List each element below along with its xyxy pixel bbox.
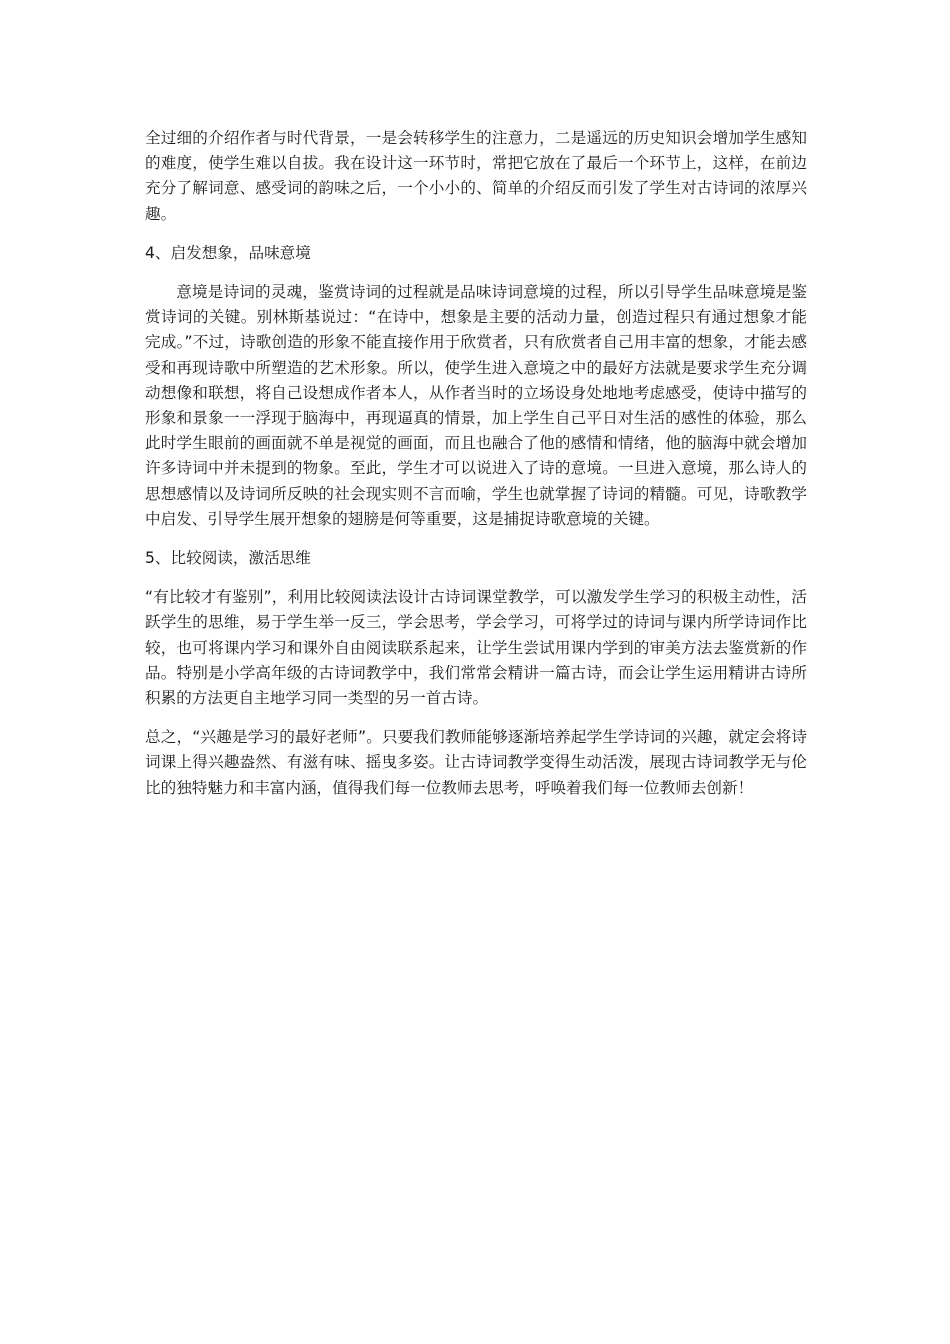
document-body	[145, 126, 807, 801]
paragraph-conclusion: 总之，“兴趣是学习的最好老师”。只要我们教师能够逐渐培养起学生学诗词的兴趣，就定会将诗词课上得兴趣盎然、有滋有味、摇曳多姿。让古诗词教学变得生动活泼，展现古诗词教学无与伦比的独特魅力和丰富内涵，值得我们每一位教师去思考，呼唤着我们每一位教师去创新！	[145, 728, 807, 797]
paragraph-imagination: 意境是诗词的灵魂，鉴赏诗词的过程就是品味诗词意境的过程，所以引导学生品味意境是鉴赏诗词的关键。别林斯基说过：“在诗中，想象是主要的活动力量，创造过程只有通过想象才能完成。”不过，诗歌创造的形象不能直接作用于欣赏者，只有欣赏者自己用丰富的想象，才能去感受和再现诗歌中所塑造的艺术形象。所以，使学生进入意境之中的最好方法就是要求学生充分调动想像和联想，将自己设想成作者本人，从作者当时的立场设身处地地考虑感受，使诗中描写的形象和景象一一浮现于脑海中，再现逼真的情景，加上学生自己平日对生活的感性的体验，那么此时学生眼前的画面就不单是视觉的画面，而且也融合了他的感情和情绪，他的脑海中就会增加许多诗词中并未提到的物象。至此，学生才可以说进入了诗的意境。一旦进入意境，那么诗人的思想感情以及诗词所反映的社会现实则不言而喻，学生也就掌握了诗词的精髓。可见，诗歌教学中启发、引导学生展开想象的翅膀是何等重要，这是捕捉诗歌意境的关键。	[145, 283, 807, 528]
paragraph-intro-continuation: 全过细的介绍作者与时代背景，一是会转移学生的注意力，二是遥远的历史知识会增加学生感知的难度，使学生难以自拔。我在设计这一环节时，常把它放在了最后一个环节上，这样，在前边充分了解词意、感受词的韵味之后，一个小小的、简单的介绍反而引发了学生对古诗词的浓厚兴趣。	[145, 129, 807, 223]
section-heading-4: 4、启发想象，品味意境	[145, 243, 311, 262]
section-heading-5: 5、比较阅读，激活思维	[145, 549, 311, 568]
paragraph-comparison-reading: “有比较才有鉴别”，利用比较阅读法设计古诗词课堂教学，可以激发学生学习的积极主动性，活跃学生的思维，易于学生举一反三，学会思考，学会学习，可将学过的诗词与课内所学诗词作比较，也可将课内学习和课外自由阅读联系起来，让学生尝试用课内学到的审美方法去鉴赏新的作品。特别是小学高年级的古诗词教学中，我们常常会精讲一篇古诗，而会让学生运用精讲古诗所积累的方法更自主地学习同一类型的另一首古诗。	[145, 588, 807, 708]
